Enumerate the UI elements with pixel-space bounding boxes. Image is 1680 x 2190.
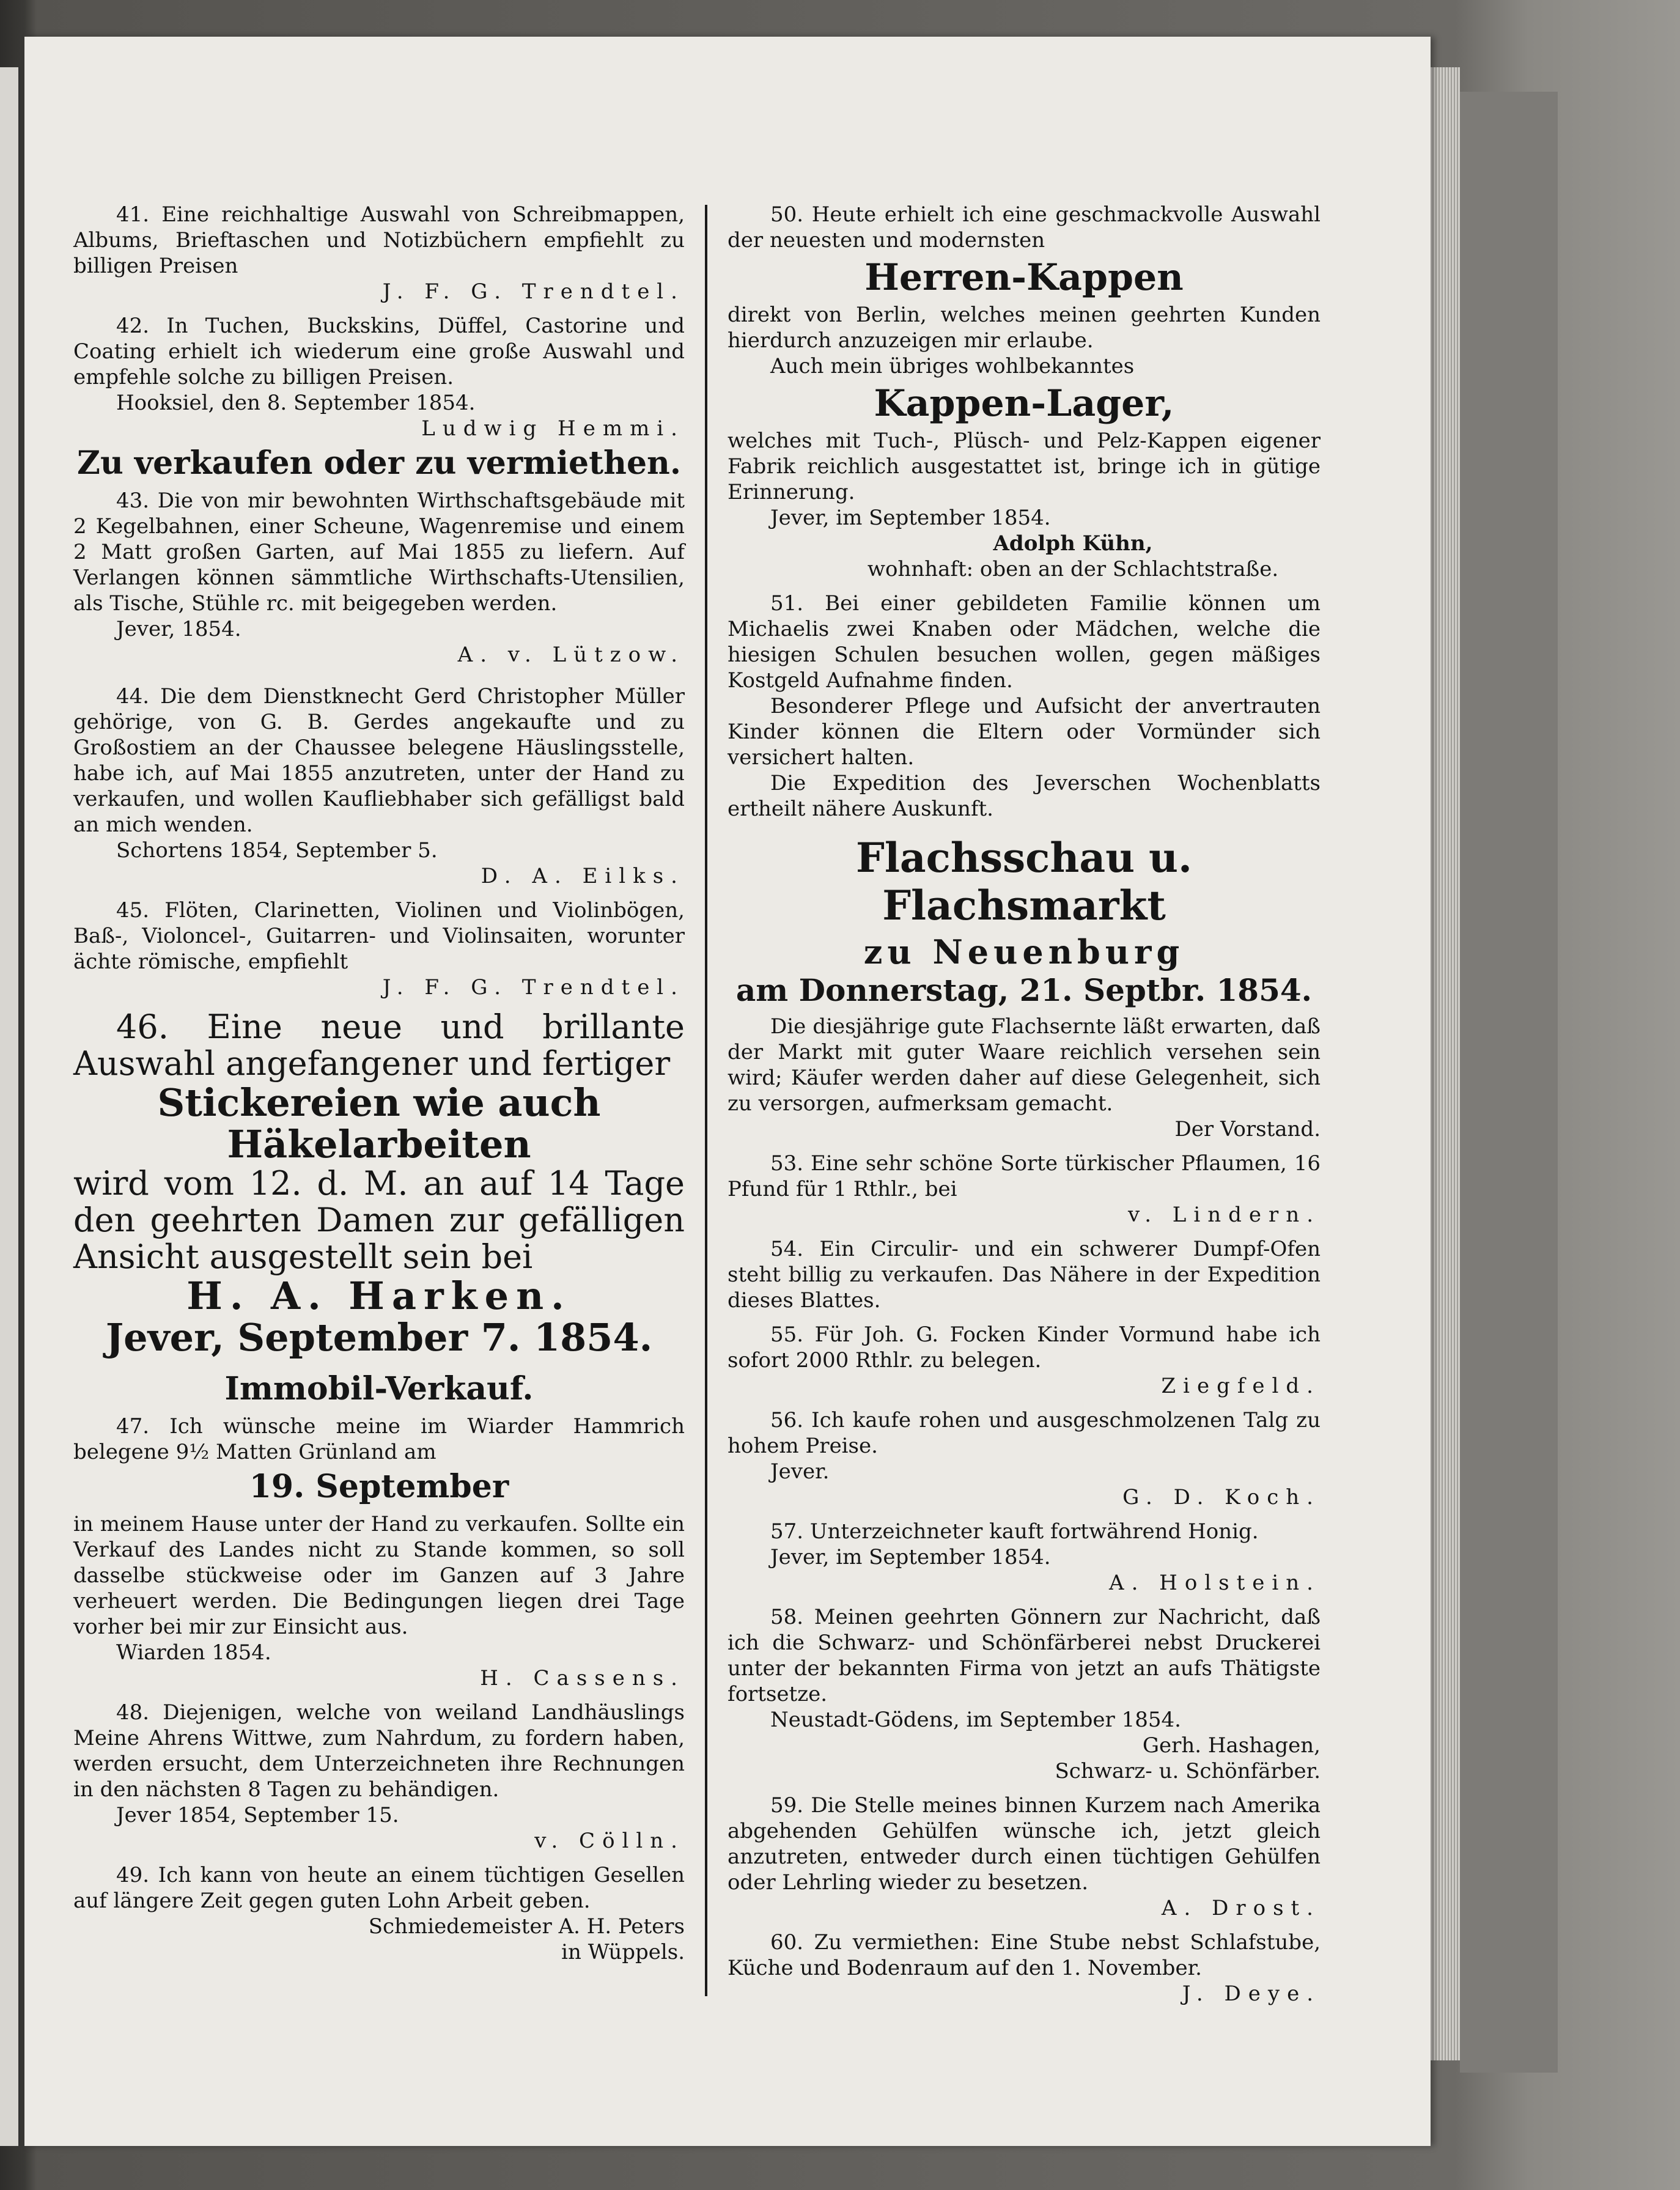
ad-50-text-4: welches mit Tuch-, Plüsch- und Pelz-Kappen eigener Fabrik reichlich ausgestattet ist, bringe ich in gütige Erinnerung.	[728, 429, 1321, 504]
ad-44-text: 44. Die dem Dienstknecht Gerd Christopher Müller gehörige, von G. B. Gerdes angekaufte und zu Großostiem an der Chaussee belegene Häuslingsstelle, habe ich, auf Mai 1855 anzutreten, unter der Hand zu verkaufen, und wollen Kaufliebhaber sich gefälligst bald an mich wenden.	[73, 684, 685, 837]
ad-46-place-date: Jever, September 7. 1854.	[105, 1315, 653, 1360]
ad-47-signature: H. Cassens.	[480, 1666, 685, 1690]
ad-54-text: 54. Ein Circulir- und ein schwerer Dumpf-Ofen steht billig zu verkaufen. Das Nähere in der Expedition dieses Blattes.	[728, 1237, 1321, 1313]
newspaper-page	[24, 37, 1431, 2146]
ad-53-text: 53. Eine sehr schöne Sorte türkischer Pflaumen, 16 Pfund für 1 Rthlr., bei	[728, 1151, 1321, 1201]
ad-60-text: 60. Zu vermiethen: Eine Stube nebst Schlafstube, Küche und Bodenraum auf den 1. November.	[728, 1930, 1321, 1980]
ad-46-highlight: Stickereien wie auch Häkelarbeiten	[157, 1080, 601, 1167]
flachsmarkt-date: am Donnerstag, 21. Septbr. 1854.	[735, 972, 1313, 1008]
ad-43-text: 43. Die von mir bewohnten Wirthschaftsgebäude mit 2 Kegelbahnen, einer Scheune, Wagenremise und einem 2 Matt großen Garten, auf Mai 1855 zu liefern. Auf Verlangen können sämmtliche Wirthschafts-Utensilien, als Tische, Stühle rc. mit beigegeben werden.	[73, 489, 685, 616]
ad-43-place-date: Jever, 1854.	[116, 617, 241, 641]
ad-49-place: in Wüppels.	[561, 1940, 685, 1964]
ad-47-place-date: Wiarden 1854.	[116, 1640, 271, 1665]
ad-47-intro: 47. Ich wünsche meine im Wiarder Hammrich belegene 9½ Matten Grünland am	[73, 1414, 685, 1464]
ad-48-signature: v. Cölln.	[534, 1829, 685, 1853]
ad-59-text: 59. Die Stelle meines binnen Kurzem nach Amerika abgehenden Gehülfen wünsche ich, jetzt gleich anzutreten, entweder durch einen tüchtigen Gehülfen oder Lehrling wieder zu besetzen.	[728, 1793, 1321, 1895]
flachsmarkt-headline: Flachsschau u. Flachsmarkt	[855, 834, 1193, 929]
ad-43-signature: A. v. Lützow.	[457, 643, 685, 667]
ad-58-title: Schwarz- u. Schönfärber.	[1055, 1759, 1321, 1783]
heading-immobil-verkauf: Immobil-Verkauf.	[224, 1370, 534, 1407]
ad-51-text-3: Die Expedition des Jeverschen Wochenblatts ertheilt nähere Auskunft.	[728, 771, 1321, 821]
ad-58-place-date: Neustadt-Gödens, im September 1854.	[770, 1708, 1181, 1732]
flachsmarkt-place: zu Neuenburg	[863, 932, 1185, 971]
ad-53-signature: v. Lindern.	[1128, 1203, 1321, 1227]
ad-46-signature: H. A. Harken.	[186, 1274, 572, 1318]
facing-page-edge	[0, 67, 20, 2146]
ad-50-text-3: Auch mein übriges wohlbekanntes	[770, 354, 1135, 378]
left-column	[73, 202, 685, 1965]
ad-59-signature: A. Drost.	[1161, 1896, 1321, 1920]
ad-55-text: 55. Für Joh. G. Focken Kinder Vormund habe ich sofort 2000 Rthlr. zu belegen.	[728, 1322, 1321, 1373]
ad-58-text: 58. Meinen geehrten Gönnern zur Nachricht, daß ich die Schwarz- und Schönfärberei nebst Druckerei unter der bekannten Firma von jetzt an aufs Thätigste fortsetze.	[728, 1605, 1321, 1706]
ad-47-text: in meinem Hause unter der Hand zu verkaufen. Sollte ein Verkauf des Landes nicht zu Stande kommen, so soll dasselbe stückweise oder im Ganzen auf 3 Jahre verheuert werden. Die Bedingungen liegen drei Tage vorher bei mir zur Einsicht aus.	[73, 1512, 685, 1639]
ad-49-text: 49. Ich kann von heute an einem tüchtigen Gesellen auf längere Zeit gegen guten Lohn Arbeit geben.	[73, 1863, 685, 1913]
ad-50-headline: Herren-Kappen	[864, 256, 1184, 299]
ad-58-signature: Gerh. Hashagen,	[1142, 1733, 1321, 1758]
ad-45-text: 45. Flöten, Clarinetten, Violinen und Violinbögen, Baß-, Violoncel-, Guitarren- und Violinsaiten, worunter ächte römische, empfiehlt	[73, 898, 685, 974]
ad-51-text-2: Besonderer Pflege und Aufsicht der anvertrauten Kinder können die Eltern oder Vormünder sich versichert halten.	[728, 694, 1321, 770]
ad-46-text: wird vom 12. d. M. an auf 14 Tage den geehrten Damen zur gefälligen Ansicht ausgestellt sein bei	[73, 1164, 685, 1276]
ad-49-signature: Schmiedemeister A. H. Peters	[368, 1914, 685, 1939]
ad-42-signature: Ludwig Hemmi.	[421, 416, 685, 441]
ad-57-signature: A. Holstein.	[1109, 1571, 1321, 1595]
heading-zu-verkaufen: Zu verkaufen oder zu vermiethen.	[77, 444, 681, 482]
ad-45-signature: J. F. G. Trendtel.	[382, 975, 685, 1000]
ad-41-signature: J. F. G. Trendtel.	[382, 279, 685, 304]
ad-42-place-date: Hooksiel, den 8. September 1854.	[116, 391, 476, 415]
ad-48-place-date: Jever 1854, September 15.	[116, 1803, 399, 1827]
ad-60-signature: J. Deye.	[1182, 1982, 1321, 2006]
ad-42-text: 42. In Tuchen, Buckskins, Düffel, Castorine und Coating erhielt ich wiederum eine große Auswahl und empfehle solche zu billigen Preisen.	[73, 314, 685, 389]
ad-41-text: 41. Eine reichhaltige Auswahl von Schreibmappen, Albums, Brieftaschen und Notizbüchern empfiehlt zu billigen Preisen	[73, 202, 685, 278]
flachsmarkt-signature: Der Vorstand.	[1174, 1117, 1321, 1141]
ad-50-address: wohnhaft: oben an der Schlachtstraße.	[867, 557, 1279, 581]
ad-50-text-2: direkt von Berlin, welches meinen geehrten Kunden hierdurch anzuzeigen mir erlaube.	[728, 303, 1321, 353]
page-stack-edge	[1431, 67, 1460, 2060]
ad-44-place-date: Schortens 1854, September 5.	[116, 838, 438, 863]
right-column	[728, 202, 1321, 2007]
ad-44-signature: D. A. Eilks.	[481, 864, 685, 888]
ad-55-signature: Ziegfeld.	[1161, 1374, 1321, 1398]
ad-50-place-date: Jever, im September 1854.	[770, 506, 1051, 530]
ad-48-text: 48. Diejenigen, welche von weiland Landhäuslings Meine Ahrens Wittwe, zum Nahrdum, zu fordern haben, werden ersucht, dem Unterzeichneten ihre Rechnungen in den nächsten 8 Tagen zu behändigen.	[73, 1700, 685, 1802]
ad-51-text: 51. Bei einer gebildeten Familie können um Michaelis zwei Knaben oder Mädchen, welche die hiesigen Schulen besuchen wollen, gegen mäßiges Kostgeld Aufnahme finden.	[728, 591, 1321, 693]
book-block-edge	[1460, 92, 1558, 2073]
ad-57-text: 57. Unterzeichneter kauft fortwährend Honig.	[770, 1519, 1259, 1544]
ad-50-text: 50. Heute erhielt ich eine geschmackvolle Auswahl der neuesten und modernsten	[728, 202, 1321, 253]
ad-57-place-date: Jever, im September 1854.	[770, 1545, 1051, 1569]
ad-56-place: Jever.	[770, 1459, 830, 1484]
ad-56-text: 56. Ich kaufe rohen und ausgeschmolzenen Talg zu hohem Preise.	[728, 1408, 1321, 1458]
ad-46-intro: 46. Eine neue und brillante Auswahl angefangener und fertiger	[73, 1008, 685, 1083]
column-rule	[705, 205, 707, 1996]
ad-50-headline-2: Kappen-Lager,	[874, 382, 1174, 425]
ad-50-signature: Adolph Kühn,	[993, 531, 1153, 556]
ad-47-date: 19. September	[249, 1468, 509, 1505]
flachsmarkt-text: Die diesjährige gute Flachsernte läßt erwarten, daß der Markt mit guter Waare reichlich versehen sein wird; Käufer werden daher auf diese Gelegenheit, sich zu versorgen, aufmerksam gemacht.	[728, 1014, 1321, 1116]
ad-56-signature: G. D. Koch.	[1122, 1485, 1321, 1510]
